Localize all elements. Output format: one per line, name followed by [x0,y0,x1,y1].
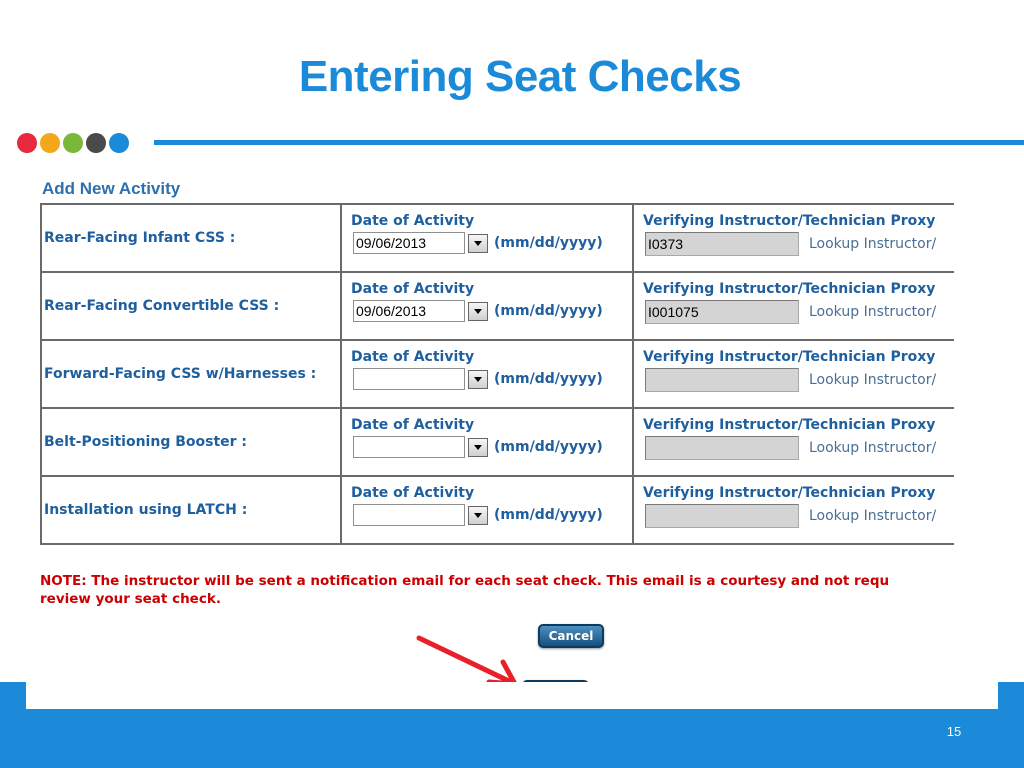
note-text [40,572,954,608]
verify-row [645,232,954,256]
cancel-button[interactable]: Cancel [538,624,604,648]
proxy-input[interactable] [645,436,799,460]
verify-row [645,504,954,528]
dot-dark [86,133,106,153]
verify-header: Verifying Instructor/Technician Proxy [643,281,936,297]
dot-red [17,133,37,153]
verify-cell [633,340,954,408]
date-cell [341,272,633,340]
dot-green [63,133,83,153]
date-row [353,300,632,322]
dot-blue [109,133,129,153]
date-header: Date of Activity [351,485,475,501]
lookup-instructor-link[interactable]: Lookup Instructor/ [809,372,937,388]
footer-notch [26,682,998,709]
verify-cell [633,204,954,272]
table-row [41,204,954,272]
verify-row [645,368,954,392]
activity-label: Rear-Facing Convertible CSS : [41,272,341,340]
date-header: Date of Activity [351,417,475,433]
verify-cell [633,476,954,544]
verify-row [645,436,954,460]
verify-header: Verifying Instructor/Technician Proxy [643,485,936,501]
section-title: Add New Activity [42,179,181,198]
activity-label: Belt-Positioning Booster : [41,408,341,476]
date-format-hint: (mm/dd/yyyy) [494,303,603,319]
date-cell [341,204,633,272]
date-header: Date of Activity [351,213,475,229]
date-cell [341,476,633,544]
verify-row [645,300,954,324]
date-input[interactable] [353,504,465,526]
lookup-instructor-link[interactable]: Lookup Instructor/ [809,304,937,320]
date-row [353,232,632,254]
proxy-input[interactable]: I001075 [645,300,799,324]
table-row [41,340,954,408]
verify-header: Verifying Instructor/Technician Proxy [643,417,936,433]
activity-label: Rear-Facing Infant CSS : [41,204,341,272]
proxy-input[interactable]: I0373 [645,232,799,256]
date-format-hint: (mm/dd/yyyy) [494,439,603,455]
date-dropdown-icon[interactable] [468,438,488,457]
dot-orange [40,133,60,153]
lookup-instructor-link[interactable]: Lookup Instructor/ [809,236,937,252]
verify-header: Verifying Instructor/Technician Proxy [643,349,936,365]
date-format-hint: (mm/dd/yyyy) [494,507,603,523]
proxy-input[interactable] [645,368,799,392]
slide-title: Entering Seat Checks [298,52,742,101]
title-divider [154,140,1024,145]
date-header: Date of Activity [351,349,475,365]
date-input[interactable] [353,436,465,458]
date-input[interactable] [353,368,465,390]
date-row [353,368,632,390]
date-dropdown-icon[interactable] [468,234,488,253]
page-number: 15 [946,724,962,739]
date-input[interactable]: 09/06/2013 [353,300,465,322]
date-input[interactable]: 09/06/2013 [353,232,465,254]
date-dropdown-icon[interactable] [468,506,488,525]
table-row [41,408,954,476]
verify-cell [633,408,954,476]
activity-table [40,203,954,545]
date-row [353,436,632,458]
activity-label: Installation using LATCH : [41,476,341,544]
date-cell [341,340,633,408]
date-dropdown-icon[interactable] [468,302,488,321]
date-row [353,504,632,526]
date-format-hint: (mm/dd/yyyy) [494,235,603,251]
table-row [41,476,954,544]
date-cell [341,408,633,476]
activity-label: Forward-Facing CSS w/Harnesses : [41,340,341,408]
proxy-input[interactable] [645,504,799,528]
note-line-2: review your seat check. [40,591,221,607]
lookup-instructor-link[interactable]: Lookup Instructor/ [809,440,937,456]
verify-header: Verifying Instructor/Technician Proxy [643,213,936,229]
lookup-instructor-link[interactable]: Lookup Instructor/ [809,508,937,524]
date-header: Date of Activity [351,281,475,297]
date-format-hint: (mm/dd/yyyy) [494,371,603,387]
verify-cell [633,272,954,340]
decorative-dots [17,133,129,153]
date-dropdown-icon[interactable] [468,370,488,389]
table-row [41,272,954,340]
note-line-1: NOTE: The instructor will be sent a notification email for each seat check. This email is a courtesy and not requ [40,573,890,589]
